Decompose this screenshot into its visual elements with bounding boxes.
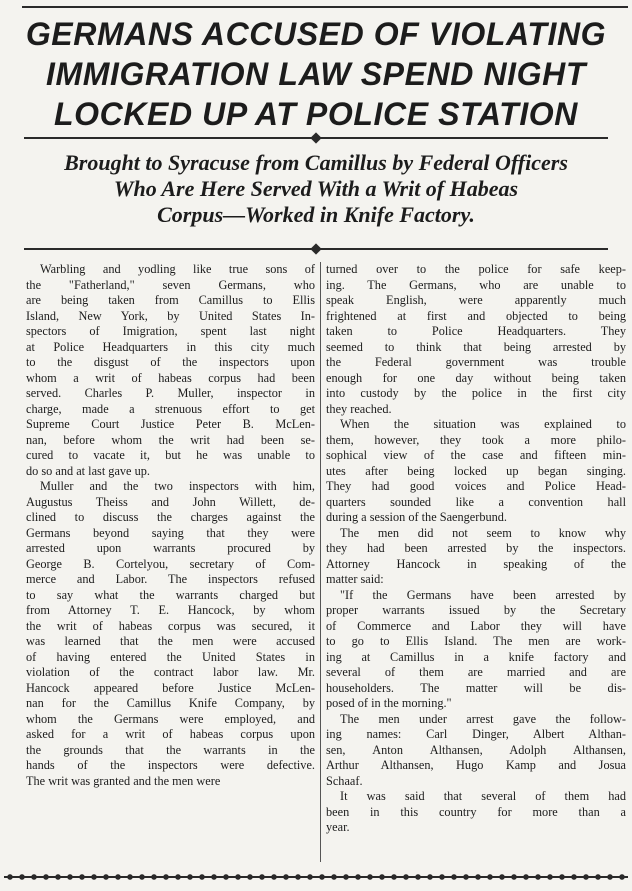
article-line: served. Charles P. Muller, inspector in	[26, 386, 315, 400]
article-line: the grounds that the warrants in the	[26, 742, 315, 757]
headline-line: LOCKED UP AT POLICE STATION	[53, 96, 579, 132]
article-line: The men did not seem to know why	[340, 525, 626, 540]
bottom-border-ornament	[4, 873, 628, 881]
subheadline	[6, 150, 626, 228]
article-line: of Commerce and Labor they will have	[326, 618, 626, 633]
article-line: They had good voices and Police Head-	[326, 479, 626, 493]
article-line: speak English, were apparently much	[326, 293, 626, 307]
top-rule	[22, 6, 628, 8]
article-line: Warbling and yodling like true sons of	[40, 262, 315, 276]
article-line: cured to vacate it, but he was unable to	[26, 448, 315, 462]
article-line: ing names: Carl Dinger, Albert Althan-	[326, 727, 626, 741]
article-line: quarters sounded like a convention hall	[326, 494, 626, 509]
article-line: posed of in the morning."	[326, 696, 452, 710]
article-column-right	[326, 262, 626, 836]
article-line: spectors of Imigration, spent last night	[26, 324, 315, 338]
subhead-divider	[24, 248, 608, 250]
headline-line: GERMANS ACCUSED OF VIOLATING	[25, 16, 607, 52]
article-line: several of them are married and are	[326, 665, 626, 679]
article-line: Hancock appeared before Justice McLen-	[26, 680, 315, 695]
article-line: sen, Anton Althansen, Adolph Althansen,	[326, 742, 626, 757]
divider-ornament	[310, 243, 321, 254]
article-line: charge, made a strenuous effort to get	[26, 401, 315, 416]
article-line: ing at Camillus in a knife factory and	[326, 649, 626, 664]
article-line: asked for a writ of habeas corpus upon	[26, 727, 315, 741]
article-line: they reached.	[326, 401, 392, 416]
article-line: matter said:	[326, 572, 384, 586]
article-line: to the disgust of the inspectors upon	[26, 355, 315, 369]
article-line: been in this country for more than a	[326, 804, 626, 819]
article-line: "If the Germans have been arrested by	[340, 587, 626, 602]
article-line: The writ was granted and the men were	[26, 773, 221, 788]
article-line: Muller and the two inspectors with him,	[40, 479, 315, 493]
article-line: George B. Cortelyou, secretary of Com-	[26, 556, 315, 571]
column-rule	[320, 262, 321, 862]
article-line: frightened at first and objected to being	[326, 308, 626, 323]
article-line: to say what the warrants charged but	[26, 587, 315, 602]
article-line: whom the Germans were employed, and	[26, 711, 315, 726]
article-line: seemed to think that being arrested by	[326, 339, 626, 354]
article-column-left	[26, 262, 315, 789]
article-line: into custody by the police in the first city	[326, 386, 626, 400]
article-line: Attorney Hancock in speaking of the	[326, 556, 626, 571]
article-line: taken to Police Headquarters. They	[326, 324, 626, 338]
article-line: turned over to the police for safe keep-	[326, 262, 626, 276]
article-line: are being taken from Camillus to Ellis	[26, 293, 315, 307]
article-line: householders. The matter will be dis-	[326, 680, 626, 695]
article-line: Arthur Althansen, Hugo Kamp and Josua	[326, 758, 626, 772]
article-line: ing. The Germans, who are unable to	[326, 277, 626, 292]
subheadline-line: Corpus—Worked in Knife Factory.	[157, 202, 475, 227]
article-line: utes after being locked up began singing.	[326, 463, 626, 478]
article-line: Schaaf.	[326, 773, 363, 788]
article-line: merce and Labor. The inspectors refused	[26, 572, 315, 586]
article-line: clined to discuss the charges against the	[26, 510, 315, 524]
article-line: year.	[326, 820, 350, 834]
subheadline-line: Who Are Here Served With a Writ of Habeas	[113, 176, 519, 201]
article-line: whom a writ of habeas corpus had been	[26, 370, 315, 385]
article-line: proper warrants issued by the Secretary	[326, 603, 626, 617]
article-line: enough for one day without being taken	[326, 370, 626, 385]
article-line: arrested upon warrants procured by	[26, 541, 315, 555]
article-line: Supreme Court Justice Peter B. McLen-	[26, 417, 315, 431]
article-line: do so and at last gave up.	[26, 463, 150, 478]
article-line: hands of the inspectors were defective.	[26, 758, 315, 772]
article-line: Augustus Theiss and John Willett, de-	[26, 494, 315, 509]
article-line: Germans beyond saying that they were	[26, 525, 315, 540]
article-line: to go to Ellis Island. The men are work-	[326, 634, 626, 648]
article-line: from Attorney T. E. Hancock, by whom	[26, 603, 315, 617]
article-line: the Federal government was trouble	[326, 355, 626, 369]
article-line: of having entered the United States in	[26, 649, 315, 664]
article-line: the "Fatherland," seven Germans, who	[26, 277, 315, 292]
article-line: The men under arrest gave the follow-	[340, 711, 626, 726]
article-line: during a session of the Saengerbund.	[326, 510, 508, 524]
article-line: was learned that the men were accused	[26, 634, 315, 648]
article-body	[0, 262, 632, 862]
headline-divider	[24, 137, 608, 139]
article-line: nan, before whom the writ had been se-	[26, 432, 315, 447]
article-line: the writ of habeas corpus was secured, it	[26, 618, 315, 633]
article-line: Island, New York, by United States In-	[26, 308, 315, 323]
article-line: them, however, they took a more philo-	[326, 432, 626, 447]
headline-line: IMMIGRATION LAW SPEND NIGHT	[45, 56, 587, 92]
article-line: at Police Headquarters in this city much	[26, 339, 315, 354]
article-line: It was said that several of them had	[340, 789, 626, 803]
article-line: they had been arrested by the inspectors.	[326, 541, 626, 555]
article-line: violation of the contract labor law. Mr.	[26, 665, 315, 679]
divider-ornament	[310, 132, 321, 143]
article-line: sophical view of the case and fifteen min-	[326, 448, 626, 462]
bottom-border	[4, 876, 628, 878]
article-line: When the situation was explained to	[340, 417, 626, 431]
article-line: nan for the Camillus Knife Company, by	[26, 696, 315, 710]
headline	[4, 14, 628, 134]
subheadline-line: Brought to Syracuse from Camillus by Federal Officers	[64, 150, 568, 175]
